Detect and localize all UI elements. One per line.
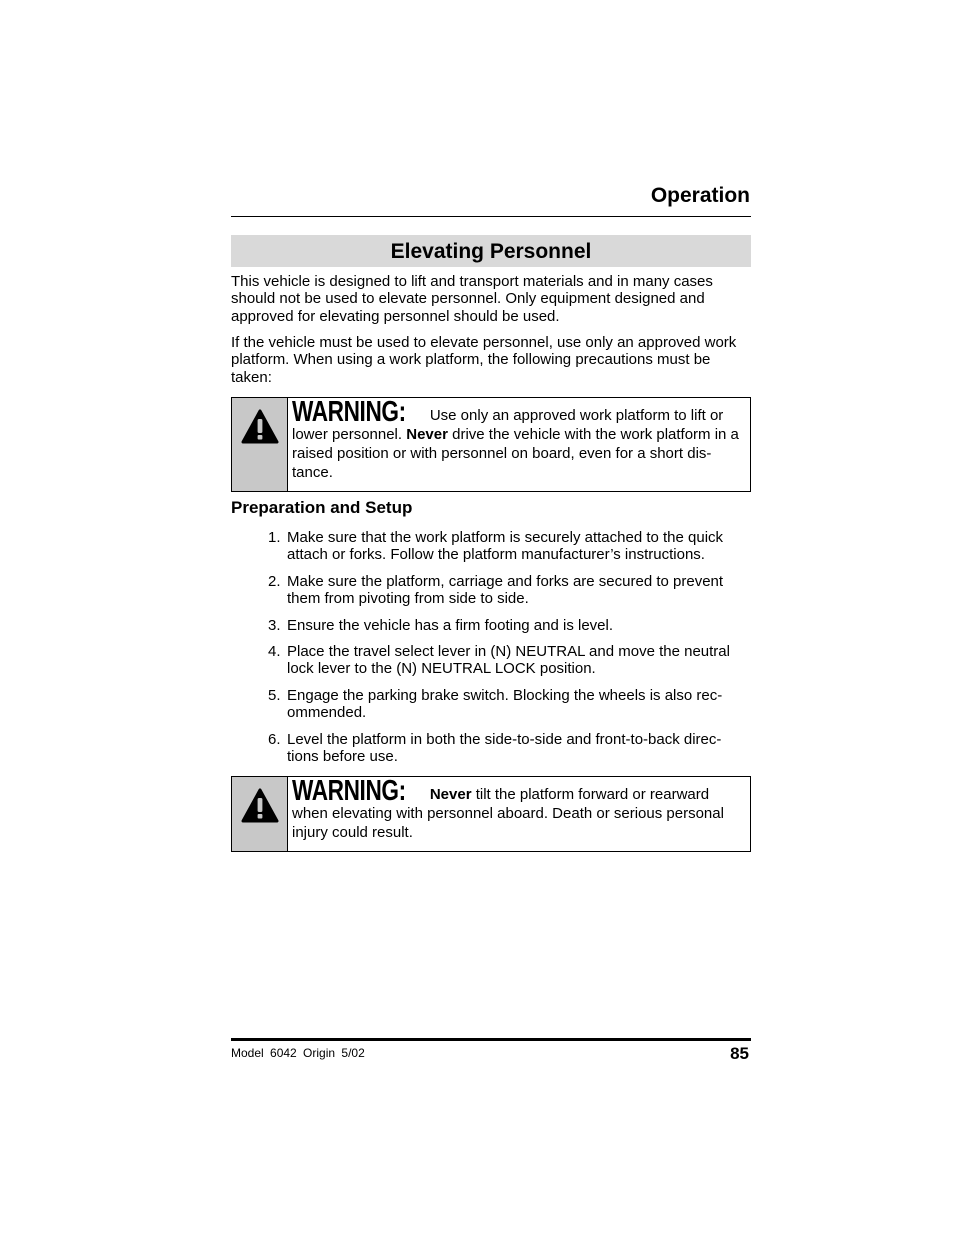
warning-box-2 <box>231 776 751 852</box>
warning-icon-cell <box>232 777 288 851</box>
list-item <box>231 529 751 564</box>
warning-2-text-b: tilt the platform forward or rearward when elevating with personnel aboard. Death or serious personal injury could result. <box>292 786 724 841</box>
page-title: Elevating Personnel <box>231 235 751 267</box>
warning-text-1 <box>288 398 750 491</box>
step-number: 4. <box>268 643 281 661</box>
step-text: Place the travel select lever in (N) NEUTRAL and move the neutral lock lever to the (N) NEUTRAL LOCK position. <box>287 643 730 678</box>
warning-1-text-b: drive the vehicle with the work platform in a raised position or with personnel on board, even for a short dis-tance. <box>292 426 739 481</box>
list-item <box>231 731 751 766</box>
step-number: 1. <box>268 529 281 546</box>
warning-label: WARNING: <box>292 396 406 428</box>
list-item <box>231 687 751 722</box>
warning-triangle-icon <box>240 408 280 446</box>
step-number: 2. <box>268 572 281 590</box>
intro-paragraph-1: This vehicle is designed to lift and transport materials and in many cases should not be used to elevate personnel. Only equipment designed and approved for elevating personnel should be used. <box>231 273 713 325</box>
intro-paragraph-2: If the vehicle must be used to elevate personnel, use only an approved work platform. When using a work platform, the following precautions must be taken: <box>231 334 737 386</box>
warning-1-bold: Never <box>406 426 448 443</box>
warning-box-1 <box>231 397 751 492</box>
warning-triangle-icon <box>240 787 280 825</box>
warning-2-bold: Never <box>429 786 472 803</box>
footer-rule <box>231 1038 751 1041</box>
footer-model-info: Model 6042 Origin 5/02 <box>231 1046 365 1060</box>
section-title: Operation <box>650 184 750 207</box>
step-number: 3. <box>268 616 281 634</box>
subsection-heading: Preparation and Setup <box>231 498 413 517</box>
list-item <box>231 643 751 678</box>
step-text: Level the platform in both the side-to-side and front-to-back direc-tions before use. <box>287 730 722 766</box>
warning-icon-cell <box>232 398 288 491</box>
step-number: 6. <box>268 730 281 748</box>
step-text: Make sure the platform, carriage and forks are secured to prevent them from pivoting from side to side. <box>287 572 724 608</box>
step-text: Make sure that the work platform is securely attached to the quick attach or forks. Follow the platform manufacturer’s instructions. <box>287 529 724 564</box>
warning-text-2 <box>288 777 750 851</box>
step-text: Engage the parking brake switch. Blocking the wheels is also rec-ommended. <box>287 686 723 722</box>
list-item <box>231 617 751 634</box>
steps-list <box>231 529 751 774</box>
warning-1-text-a: Use only an approved work platform to lift or lower personnel. <box>292 407 724 443</box>
step-text: Ensure the vehicle has a firm footing and is level. <box>287 616 614 634</box>
header-rule <box>231 216 751 217</box>
warning-label: WARNING: <box>292 775 406 807</box>
list-item <box>231 573 751 608</box>
step-number: 5. <box>268 686 281 704</box>
page-number: 85 <box>730 1044 749 1063</box>
